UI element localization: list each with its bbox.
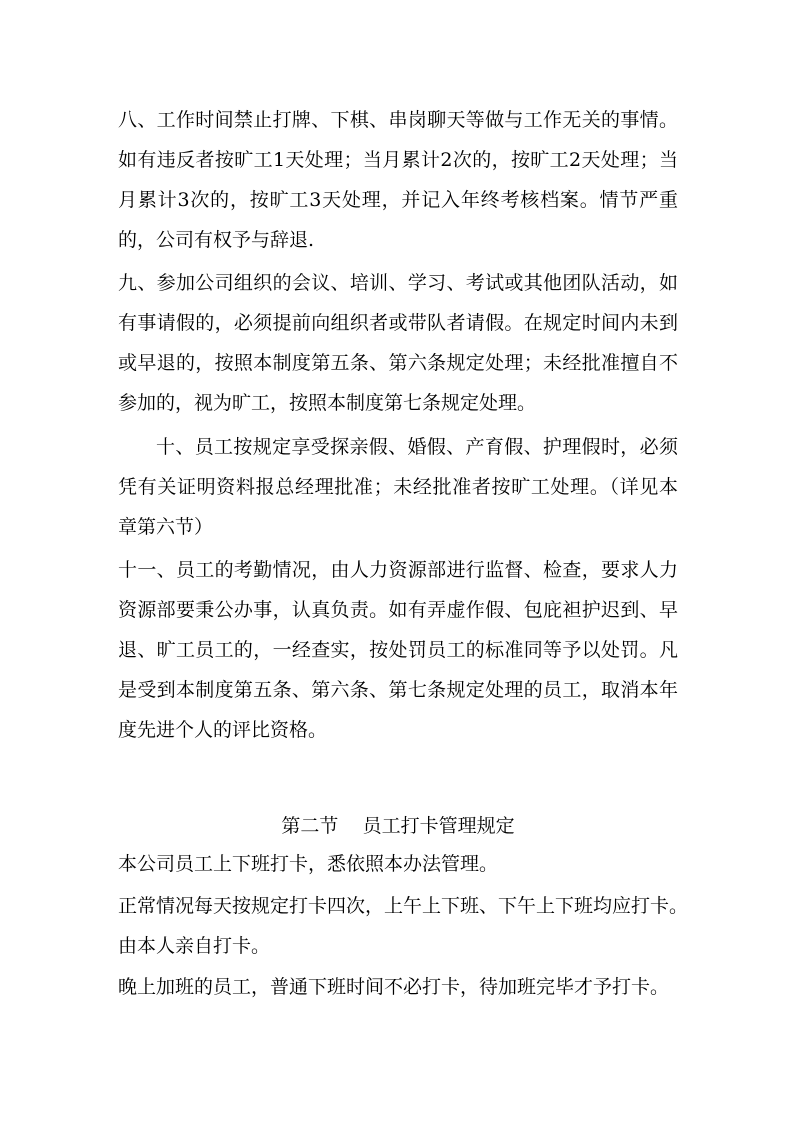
rule-line-3: 由本人亲自打卡。 (118, 935, 271, 957)
rule-line-2: 正常情况每天按规定打卡四次，上午上下班、下午上下班均应打卡。 (118, 895, 689, 917)
paragraph-article-11: 十一、员工的考勤情况，由人力资源部进行监督、检查，要求人力资源部要秉公办事，认真负责。如有弄虚作假、包庇袒护迟到、早退、旷工员工的，一经查实，按处罚员工的标准同等予以处罚。凡是受到本制度第五条、第六条、第七条规定处理的员工，取消本年度先进个人的评比资格。 (118, 559, 678, 741)
paragraph-article-9: 九、参加公司组织的会议、培训、学习、考试或其他团队活动，如有事请假的，必须提前向组织者或带队者请假。在规定时间内未到或早退的，按照本制度第五条、第六条规定处理；未经批准擅自不参加的，视为旷工，按照本制度第七条规定处理。 (118, 272, 678, 414)
paragraph-article-8: 八、工作时间禁止打牌、下棋、串岗聊天等做与工作无关的事情。如有违反者按旷工1天处理；当月累计2次的，按旷工2天处理；当月累计3次的，按旷工3天处理，并记入年终考核档案。情节严重的，公司有权予与辞退. (118, 109, 678, 251)
rule-line-1: 本公司员工上下班打卡，悉依照本办法管理。 (118, 853, 499, 875)
section-title: 第二节 员工打卡管理规定 (281, 815, 515, 837)
rule-line-4: 晚上加班的员工，普通下班时间不必打卡，待加班完毕才予打卡。 (118, 976, 670, 998)
paragraph-article-10: 十、员工按规定享受探亲假、婚假、产育假、护理假时，必须凭有关证明资料报总经理批准；未经批准者按旷工处理。（详见本章第六节） (118, 436, 678, 538)
